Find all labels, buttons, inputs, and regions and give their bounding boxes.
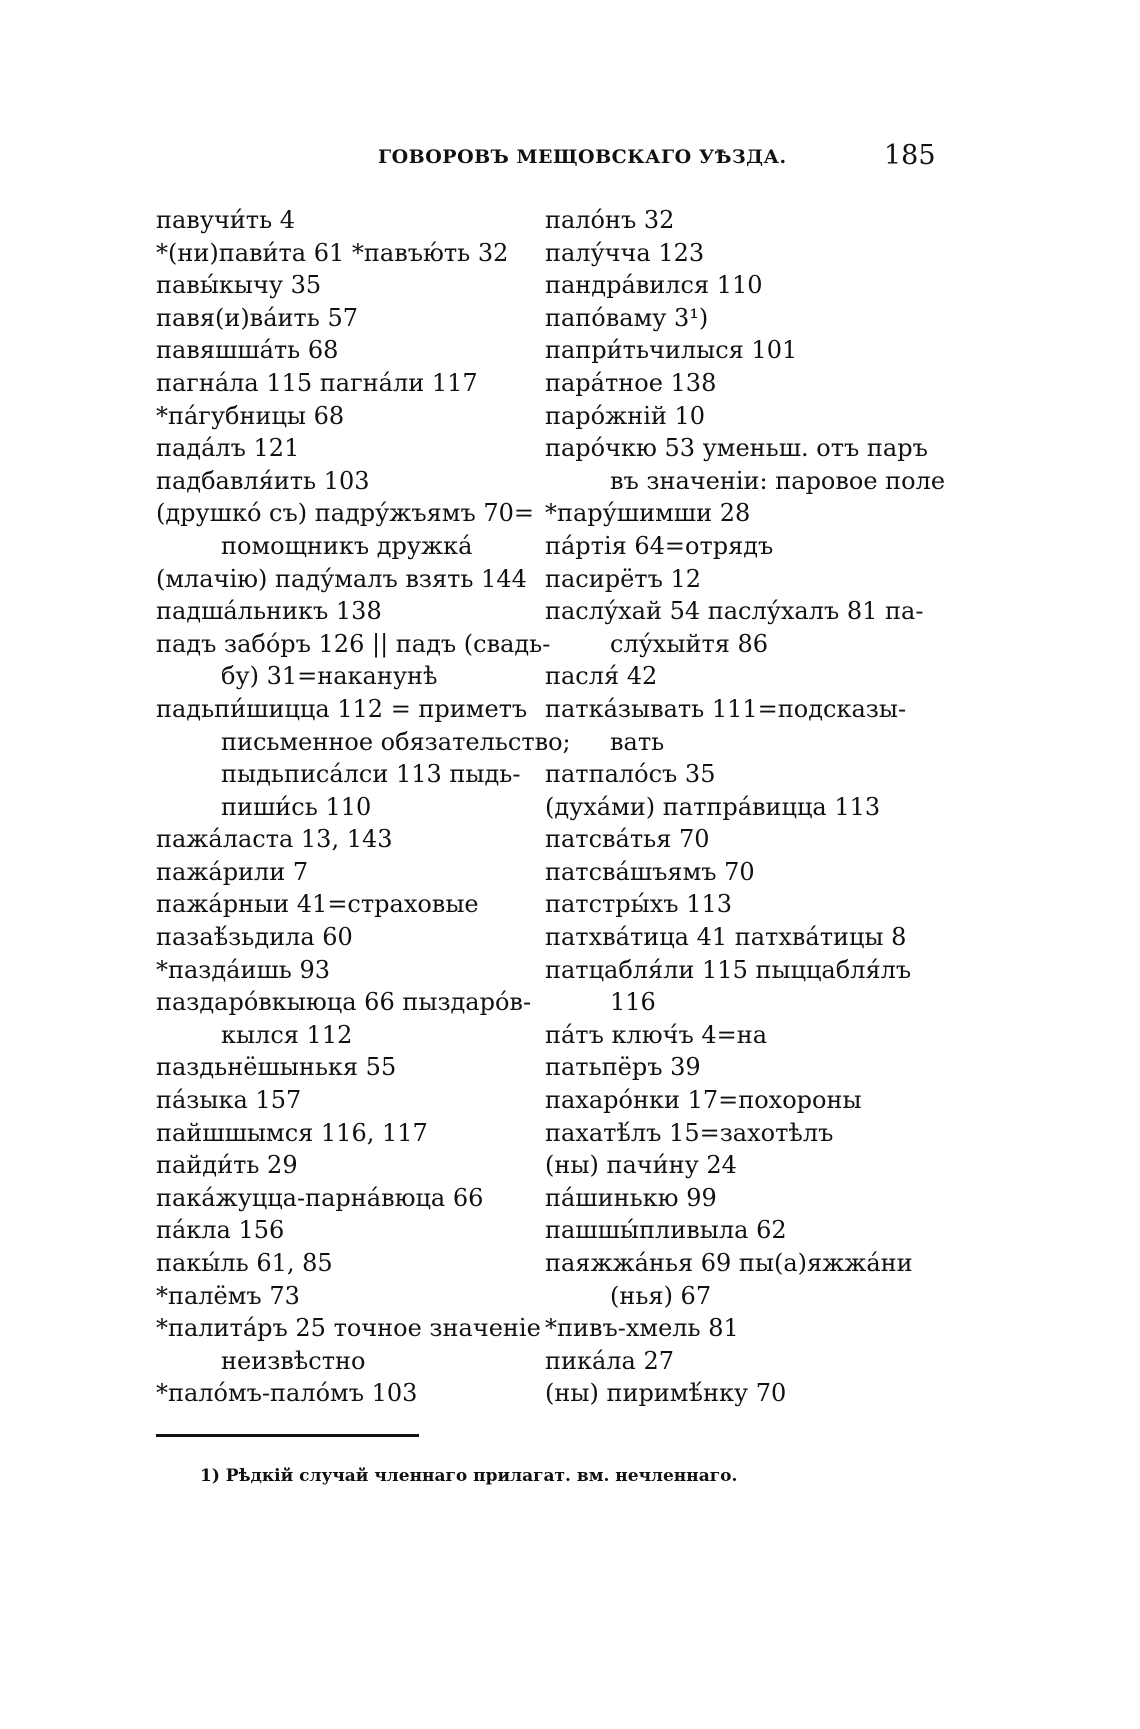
index-entry: па́ртія 64=отрядъ — [545, 531, 774, 560]
index-entry: пада́лъ 121 — [156, 434, 300, 463]
index-entry: *пивъ-хмель 81 — [545, 1314, 739, 1343]
page-number: 185 — [884, 140, 936, 171]
index-entry: патсва́шъямъ 70 — [545, 857, 755, 886]
index-entry: паро́жній 10 — [545, 401, 706, 430]
index-entry: патстры́хъ 113 — [545, 890, 733, 919]
index-entry: пара́тное 138 — [545, 368, 717, 397]
index-entry: пажа́рили 7 — [156, 857, 309, 886]
index-entry: пыдьписа́лси 113 пыдь- — [221, 760, 521, 789]
index-entry: пашшы́пливыла 62 — [545, 1216, 787, 1245]
index-entry: паздаро́вкыюца 66 пыздаро́в- — [156, 988, 532, 1017]
index-entry: пагна́ла 115 пагна́ли 117 — [156, 368, 478, 397]
index-entry: *палёмъ 73 — [156, 1281, 300, 1310]
index-entry: вать — [610, 727, 665, 756]
index-entry: въ значеніи: паровое поле — [610, 466, 946, 495]
index-entry: падъ забо́ръ 126 || падъ (свадь- — [156, 629, 551, 658]
index-entry: папо́ваму 3¹) — [545, 303, 709, 332]
index-entry: (ны) пачи́ну 24 — [545, 1151, 737, 1180]
page-header — [0, 140, 1140, 180]
index-entry: палу́чча 123 — [545, 238, 705, 267]
index-entry: *палита́ръ 25 точное значеніе — [156, 1314, 541, 1343]
index-entry: 116 — [610, 988, 656, 1017]
index-entry: патпало́съ 35 — [545, 760, 716, 789]
index-entry: папри́тьчилыся 101 — [545, 336, 798, 365]
index-entry: пазаѣ́зьдила 60 — [156, 923, 353, 952]
left-column — [156, 204, 571, 1410]
index-entry: кылся 112 — [221, 1020, 353, 1049]
index-entry: павы́кычу 35 — [156, 271, 322, 300]
index-entry: пиши́сь 110 — [221, 792, 372, 821]
index-entry: павучи́ть 4 — [156, 206, 296, 234]
index-entry: *пару́шимши 28 — [545, 499, 751, 528]
index-entry: *(ни)пави́та 61 *павъю́ть 32 — [156, 238, 509, 267]
index-entry: (духа́ми) патпра́вицца 113 — [545, 792, 881, 821]
index-entry: павяшша́ть 68 — [156, 336, 339, 365]
index-entry: патцабля́ли 115 пыццабля́лъ — [545, 955, 912, 984]
index-entry: патхва́тица 41 патхва́тицы 8 — [545, 923, 907, 952]
index-entry: *пазда́ишь 93 — [156, 955, 331, 984]
index-entry: пайшшымся 116, 117 — [156, 1118, 428, 1147]
index-entry: пахатѣ́лъ 15=захотѣлъ — [545, 1118, 834, 1147]
index-entry: падбавля́ить 103 — [156, 466, 370, 495]
index-entry: па́зыка 157 — [156, 1086, 302, 1115]
footnote: 1) Рѣдкій случай членнаго прилагат. вм. нечленнаго. — [200, 1466, 738, 1486]
right-column — [545, 204, 946, 1410]
index-entry: патка́зывать 111=подсказы- — [545, 694, 907, 723]
index-entry: слу́хыйтя 86 — [610, 629, 769, 658]
index-entry: падьпи́шицца 112 = приметъ — [156, 694, 528, 723]
index-entry: пасля́ 42 — [545, 662, 658, 691]
index-entry: пайди́ть 29 — [156, 1151, 298, 1180]
index-entry: (друшко́ съ) падру́жъямъ 70= — [156, 499, 534, 528]
index-entry: пика́ла 27 — [545, 1346, 675, 1375]
index-entry: па́тъ ключ́ъ 4=на — [545, 1020, 768, 1049]
index-entry: павя(и)ва́ить 57 — [156, 303, 359, 332]
running-title: ГОВОРОВЪ МЕЩОВСКАГО УѢЗДА. — [378, 146, 787, 168]
index-entry: па́кла 156 — [156, 1216, 285, 1245]
index-entry: паяжжа́нья 69 пы(а)яжжа́ни — [545, 1249, 913, 1277]
index-entry: пажа́рныи 41=страховые — [156, 890, 479, 919]
index-entry: письменное обязательство; — [221, 727, 571, 756]
index-entry: па́шинькю 99 — [545, 1183, 717, 1212]
index-entry: пало́нъ 32 — [545, 206, 675, 234]
index-entry: патьпёръ 39 — [545, 1053, 701, 1082]
index-entry: патсва́тья 70 — [545, 825, 710, 854]
index-entry: паслу́хай 54 паслу́халъ 81 па- — [545, 597, 924, 626]
index-entry: *па́губницы 68 — [156, 401, 345, 430]
index-entry: падша́льникъ 138 — [156, 597, 382, 626]
index-entry: пасирётъ 12 — [545, 564, 702, 593]
index-entry: паро́чкю 53 уменьш. отъ паръ — [545, 434, 928, 463]
index-entry: пака́жуцца-парна́вюца 66 — [156, 1183, 484, 1212]
index-entry: (нья) 67 — [610, 1281, 712, 1310]
index-entry: пакы́ль 61, 85 — [156, 1249, 333, 1277]
index-entry: (ны) пиримѣ́нку 70 — [545, 1379, 787, 1408]
index-entry: пахаро́нки 17=похороны — [545, 1086, 862, 1115]
index-entry: бу) 31=наканунѣ — [221, 662, 438, 691]
footnote-rule — [156, 1434, 419, 1437]
index-entry: *пало́мъ-пало́мъ 103 — [156, 1379, 418, 1408]
index-entry: помощникъ дружка́ — [221, 531, 473, 560]
index-entry: паздьнёшынькя 55 — [156, 1053, 397, 1082]
index-entry: неизвѣстно — [221, 1346, 366, 1375]
index-entry: (млачію) паду́малъ взять 144 — [156, 564, 527, 593]
index-entry: пандра́вился 110 — [545, 271, 763, 300]
index-entry: пажа́ласта 13, 143 — [156, 825, 393, 854]
